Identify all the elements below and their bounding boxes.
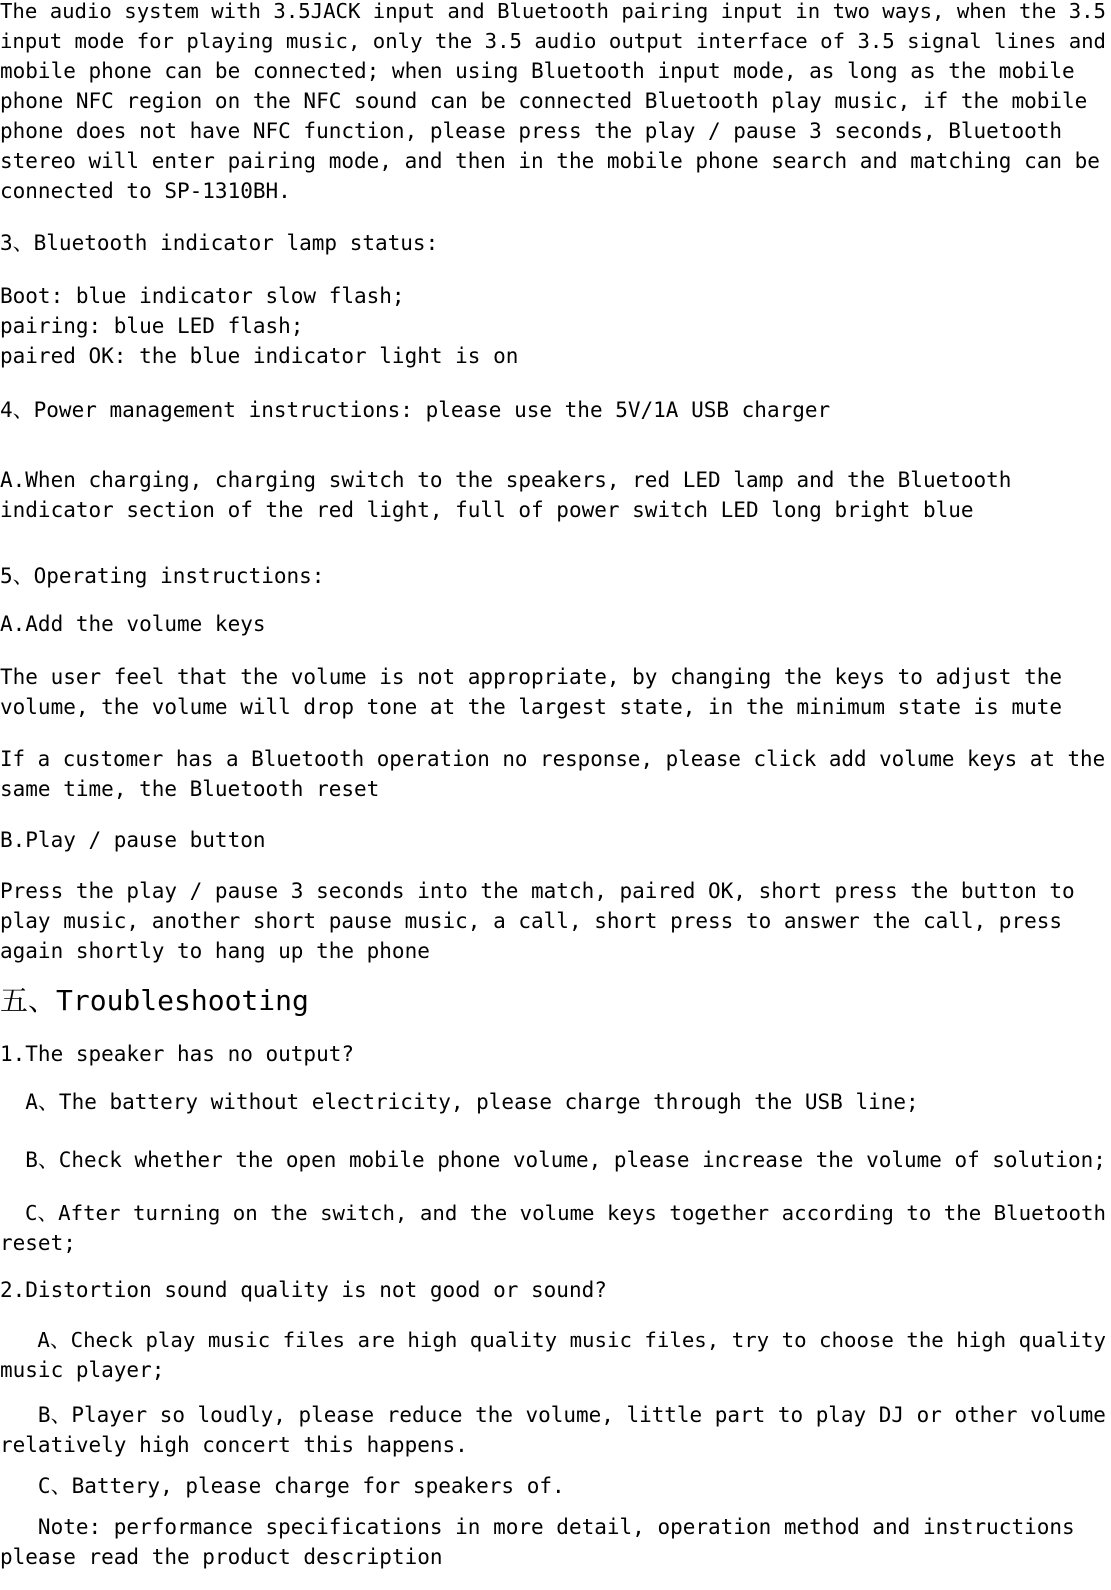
text-line: connected to SP-1310BH.: [0, 179, 291, 203]
status-line-pairing: pairing: blue LED flash;: [0, 314, 304, 338]
text-line: again shortly to hang up the phone: [0, 939, 430, 963]
text-line: mobile phone can be connected; when using Bluetooth input mode, as long as the mobile: [0, 59, 1075, 83]
answer-1c: C、After turning on the switch, and the volume keys together according to the Bluetooth reset;: [0, 1201, 1106, 1255]
answer-1b: B、Check whether the open mobile phone volume, please increase the volume of solution;: [0, 1148, 1106, 1172]
power-item-a: [0, 465, 1106, 525]
power-heading: 4、Power management instructions: please use the 5V/1A USB charger: [0, 398, 831, 422]
question-distortion: 2.Distortion sound quality is not good or sound?: [0, 1278, 607, 1302]
text-line: input mode for playing music, only the 3.5 audio output interface of 3.5 signal lines and: [0, 29, 1106, 53]
text-line: volume, the volume will drop tone at the largest state, in the minimum state is mute: [0, 695, 1063, 719]
volume-keys-text: [0, 662, 1106, 722]
answer-2a: A、Check play music files are high quality music files, try to choose the high quality music player;: [0, 1328, 1106, 1382]
question-no-output: 1.The speaker has no output?: [0, 1042, 355, 1066]
text-line: same time, the Bluetooth reset: [0, 777, 380, 801]
indicator-status-list: [0, 281, 1106, 371]
text-line: phone NFC region on the NFC sound can be connected Bluetooth play music, if the mobile: [0, 89, 1088, 113]
text-line: A.When charging, charging switch to the speakers, red LED lamp and the Bluetooth: [0, 468, 1012, 492]
note-paragraph: Note: performance specifications in more detail, operation method and instructions please read the product description: [0, 1515, 1075, 1569]
text-line: Press the play / pause 3 seconds into the match, paired OK, short press the button to: [0, 879, 1075, 903]
text-line: phone does not have NFC function, please press the play / pause 3 seconds, Bluetooth: [0, 119, 1063, 143]
text-line: The audio system with 3.5JACK input and Bluetooth pairing input in two ways, when the 3.5: [0, 0, 1106, 23]
volume-keys-title: A.Add the volume keys: [0, 612, 266, 636]
operating-heading: 5、Operating instructions:: [0, 564, 325, 588]
answer-2b: B、Player so loudly, please reduce the volume, little part to play DJ or other volume relatively high concert this happens.: [0, 1403, 1106, 1457]
status-line-paired: paired OK: the blue indicator light is on: [0, 344, 519, 368]
bluetooth-reset-text: [0, 744, 1106, 804]
play-pause-text: [0, 876, 1106, 966]
intro-paragraph: [0, 0, 1106, 206]
text-line: The user feel that the volume is not appropriate, by changing the keys to adjust the: [0, 665, 1063, 689]
text-line: indicator section of the red light, full of power switch LED long bright blue: [0, 498, 974, 522]
status-line-boot: Boot: blue indicator slow flash;: [0, 284, 405, 308]
text-line: stereo will enter pairing mode, and then in the mobile phone search and matching can be: [0, 149, 1100, 173]
text-line: play music, another short pause music, a call, short press to answer the call, press: [0, 909, 1063, 933]
indicator-heading: 3、Bluetooth indicator lamp status:: [0, 231, 439, 255]
answer-1a: A、The battery without electricity, please charge through the USB line;: [0, 1090, 919, 1114]
text-line: If a customer has a Bluetooth operation no response, please click add volume keys at the: [0, 747, 1106, 771]
troubleshooting-heading: 五、Troubleshooting: [0, 984, 309, 1017]
play-pause-title: B.Play / pause button: [0, 828, 266, 852]
answer-2c: C、Battery, please charge for speakers of.: [0, 1474, 565, 1498]
